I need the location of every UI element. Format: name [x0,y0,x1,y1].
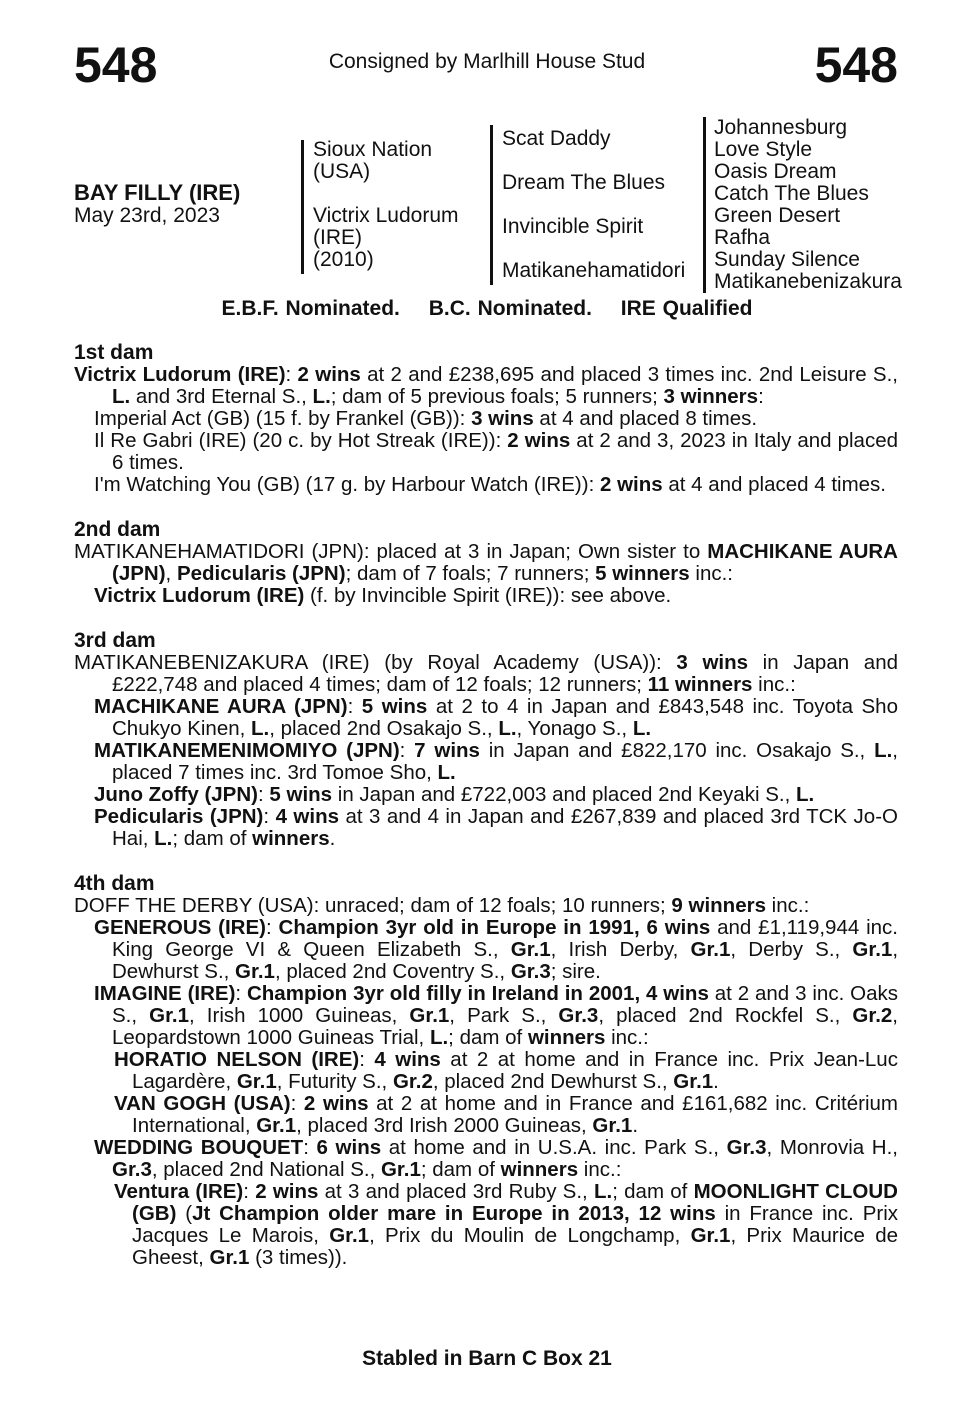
text-run: in Japan and £222,748 and placed 4 times; dam of 12 foals; 12 runners; [112,651,898,696]
progeny-entry [74,474,898,496]
text-run: ; sire. [550,960,601,983]
text-run: Champion 3yr old filly in Ireland in 2001, 4 wins [246,982,709,1005]
text-run: at 3 and 4 in Japan and £267,839 and placed 3rd TCK Jo-O Hai, [112,805,898,850]
text-run: Imperial Act (GB) (15 f. by Frankel (GB)): [94,407,472,430]
family-details [74,342,898,1269]
text-run: Gr.1 [235,960,275,983]
progeny-entry [74,1093,898,1137]
text-run: 11 winners [647,673,753,696]
text-run: WEDDING BOUQUET [94,1136,304,1159]
text-run: inc.: [752,673,796,696]
text-run: : [758,385,764,408]
text-run: Gr.1 [690,1224,731,1247]
text-run: Pedicularis (JPN) [176,562,346,585]
great-grandparent: Sunday Silence [714,248,860,271]
text-run: Gr.1 [256,1114,297,1137]
text-run: , Park S., [449,1004,559,1027]
progeny-entry [74,740,898,784]
text-run: MATIKANEHAMATIDORI (JPN): placed at 3 in Japan; Own sister to [74,540,708,563]
text-run: L. [437,761,456,784]
text-run: L. [154,827,173,850]
text-run: , Yonago S., [516,717,633,740]
lot-number-right: 548 [814,37,898,93]
dam-section [74,519,898,607]
text-run: . [329,827,336,850]
text-run: MACHIKANE AURA (JPN) [94,695,348,718]
grandparent: Scat Daddy [502,127,611,150]
text-run: : [258,783,270,806]
text-run: MATIKANEMENIMOMIYO (JPN) [94,739,400,762]
text-run: Gr.3 [726,1136,767,1159]
nomination: B.C. Nominated. [428,297,592,320]
text-run: ( [176,1202,193,1225]
text-run: in Japan and £822,170 inc. Osakajo S., [479,739,875,762]
text-run: 5 winners [595,562,690,585]
text-run: VAN GOGH (USA) [114,1092,291,1115]
dam-section [74,342,898,496]
text-run: L. [312,385,331,408]
grandparent: Invincible Spirit [502,215,644,238]
progeny-entry [74,541,898,585]
text-run: Gr.2 [392,1070,433,1093]
text-run: Gr.1 [592,1114,633,1137]
text-run: 5 wins [269,783,333,806]
text-run: at 2 at home and in France and £161,682 inc. Critérium International, [132,1092,898,1137]
progeny-entry [74,1137,898,1181]
text-run: 4 wins [275,805,339,828]
text-run: Gr.2 [852,1004,893,1027]
text-run: , Irish Derby, [550,938,691,961]
text-run: winners [527,1026,606,1049]
text-run: at 2 at home and in France inc. Prix Jean-Luc Lagardère, [132,1048,898,1093]
progeny-entry [74,983,898,1049]
text-run: Gr.3 [112,1158,152,1181]
text-run: and 3rd Eternal S., [130,385,313,408]
text-run: ; dam of 7 foals; 7 runners; [345,562,596,585]
text-run: MATIKANEBENIZAKURA (IRE) (by Royal Academy (USA)): [74,651,677,674]
text-run: inc.: [605,1026,649,1049]
text-run: Gr.1 [690,938,731,961]
text-run: 3 winners [663,385,759,408]
text-run: Jt Champion older mare in Europe in 2013, 12 wins [192,1202,716,1225]
progeny-entry [74,917,898,983]
text-run: at home and in U.S.A. inc. Park S., [381,1136,727,1159]
grandparent: Matikanehamatidori [502,259,686,282]
text-run: , placed 2nd Osakajo S., [269,717,499,740]
text-run: Juno Zoffy (JPN) [94,783,258,806]
text-run: , placed 2nd Rockfel S., [598,1004,853,1027]
text-run: at 2 and £238,695 and placed 3 times inc. 2nd Leisure S., [360,363,898,386]
text-run: ; dam of [172,827,253,850]
text-run: 2 wins [599,473,663,496]
text-run: Pedicularis (JPN) [94,805,264,828]
great-grandparent: Matikanebenizakura [714,270,902,293]
text-run: (f. by Invincible Spirit (IRE)): see above. [304,584,672,607]
text-run: Gr.1 [149,1004,190,1027]
text-run: at 3 and placed 3rd Ruby S., [318,1180,594,1203]
lot-number-left: 548 [74,37,158,93]
text-run: 3 wins [676,651,749,674]
horse-name: BAY FILLY (IRE) [74,180,241,205]
text-run: L. [632,717,652,740]
text-run: , [165,562,177,585]
text-run: , Prix Maurice de Gheest, [132,1224,898,1269]
text-run: L. [498,717,517,740]
dam-year: (2010) [313,248,374,271]
text-run: ; dam of 5 previous foals; 5 runners; [330,385,664,408]
text-run: Ventura (IRE) [114,1180,244,1203]
text-run: 9 winners [671,894,766,917]
text-run: L. [874,739,893,762]
pedigree-dam [313,205,459,271]
text-run: in France inc. Prix Jacques Le Marois, [132,1202,898,1247]
text-run: : [263,805,276,828]
dam-section [74,630,898,850]
text-run: : [359,1048,375,1071]
text-run: , Futurity S., [276,1070,393,1093]
pedigree-bracket-3 [703,117,706,293]
text-run: 5 wins [361,695,428,718]
text-run: : [347,695,362,718]
text-run: Gr.3 [510,960,551,983]
text-run: 2 wins [297,363,361,386]
pedigree-sire [313,139,432,183]
nomination: IRE Qualified [620,297,753,320]
progeny-entry [74,784,898,806]
text-run: Il Re Gabri (IRE) (20 c. by Hot Streak (IRE)): [94,429,508,452]
great-grandparent: Catch The Blues [714,182,869,205]
text-run: : [290,1092,304,1115]
text-run: L. [594,1180,613,1203]
text-run: MACHIKANE AURA (JPN) [112,540,898,585]
text-run: Gr.3 [558,1004,599,1027]
dam-section [74,873,898,1269]
progeny-entry [74,585,898,607]
nominations [0,297,974,321]
text-run: winners [500,1158,579,1181]
progeny-entry [74,408,898,430]
progeny-entry [74,806,898,850]
text-run: at 2 and 3 inc. Oaks S., [112,982,898,1027]
text-run: , placed 7 times inc. 3rd Tomoe Sho, [112,739,898,784]
text-run: and £1,119,944 inc. King George VI & Queen Elizabeth S., [112,916,898,961]
sire-country: (USA) [313,160,371,183]
text-run: Gr.1 [236,1070,277,1093]
text-run: Champion 3yr old in Europe in 1991, 6 wins [278,916,711,939]
text-run: Gr.1 [409,1004,450,1027]
progeny-entry [74,1049,898,1093]
text-run: : [266,916,279,939]
text-run: , placed 3rd Irish 2000 Guineas, [296,1114,593,1137]
section-heading: 2nd dam [74,518,161,541]
horse-header [74,181,240,227]
grandparent: Dream The Blues [502,171,666,194]
text-run: , Monrovia H., [766,1136,898,1159]
text-run: Gr.1 [329,1224,370,1247]
text-run: , Leopardstown 1000 Guineas Trial, [112,1004,898,1049]
text-run: DOFF THE DERBY (USA): unraced; dam of 12 foals; 10 runners; [74,894,672,917]
section-heading: 3rd dam [74,629,156,652]
text-run: . [632,1114,639,1137]
great-grandparents [714,117,902,293]
text-run: 2 wins [255,1180,319,1203]
sire-name: Sioux Nation [313,138,433,161]
text-run: . [713,1070,719,1093]
text-run: 7 wins [414,739,480,762]
text-run: 6 wins [316,1136,382,1159]
text-run: , Irish 1000 Guineas, [189,1004,410,1027]
text-run: , Dewhurst S., [112,938,899,983]
text-run: inc.: [578,1158,622,1181]
text-run: : [399,739,415,762]
dam-country: (IRE) [313,226,362,249]
text-run: MOONLIGHT CLOUD (GB) [132,1180,898,1225]
section-heading: 4th dam [74,872,155,895]
stabling-location: Stabled in Barn C Box 21 [362,1347,612,1370]
great-grandparent: Johannesburg [714,116,848,139]
nomination: E.B.F. Nominated. [221,297,400,320]
text-run: at 4 and placed 8 times. [533,407,758,430]
great-grandparent: Love Style [714,138,813,161]
text-run: GENEROUS (IRE) [94,916,266,939]
great-grandparent: Rafha [714,226,771,249]
text-run: ; dam of [448,1026,528,1049]
text-run: IMAGINE (IRE) [94,982,236,1005]
pedigree-bracket-2 [490,125,493,285]
text-run: winners [252,827,330,850]
text-run: Gr.1 [852,938,893,961]
text-run: 2 wins [303,1092,369,1115]
text-run: Gr.1 [510,938,551,961]
text-run: at 4 and placed 4 times. [662,473,886,496]
pedigree-bracket-1 [301,140,304,274]
text-run: : [285,363,298,386]
text-run: ; dam of [420,1158,501,1181]
dam-name: Victrix Ludorum [313,204,459,227]
text-run: : [303,1136,317,1159]
text-run: at 2 and 3, 2023 in Italy and placed 6 times. [112,429,898,474]
text-run: Victrix Ludorum (IRE) [74,363,286,386]
text-run: inc.: [689,562,733,585]
progeny-entry [74,895,898,917]
text-run: I'm Watching You (GB) (17 g. by Harbour Watch (IRE)): [94,473,600,496]
section-heading: 1st dam [74,341,154,364]
text-run: Victrix Ludorum (IRE) [94,584,305,607]
text-run: , Prix du Moulin de Longchamp, [369,1224,691,1247]
great-grandparent: Oasis Dream [714,160,837,183]
text-run: L. [795,783,815,806]
text-run: : [243,1180,256,1203]
text-run: (3 times)). [249,1246,348,1269]
text-run: L. [112,385,131,408]
text-run: HORATIO NELSON (IRE) [114,1048,360,1071]
progeny-entry [74,364,898,408]
text-run: 4 wins [374,1048,441,1071]
text-run: Gr.1 [673,1070,714,1093]
foaling-date: May 23rd, 2023 [74,204,220,227]
text-run: : [235,982,247,1005]
text-run: L. [429,1026,449,1049]
text-run: Gr.1 [209,1246,250,1269]
text-run: , placed 2nd Coventry S., [274,960,511,983]
text-run: Gr.1 [380,1158,421,1181]
text-run: 2 wins [507,429,571,452]
text-run: L. [251,717,270,740]
text-run: inc.: [765,894,810,917]
text-run: , placed 2nd National S., [151,1158,381,1181]
text-run: in Japan and £722,003 and placed 2nd Keyaki S., [332,783,796,806]
text-run: at 2 to 4 in Japan and £843,548 inc. Toyota Sho Chukyo Kinen, [112,695,898,740]
progeny-entry [74,430,898,474]
text-run: , placed 2nd Dewhurst S., [432,1070,674,1093]
text-run: 3 wins [471,407,534,430]
progeny-entry [74,652,898,696]
progeny-entry [74,1181,898,1269]
text-run: ; dam of [612,1180,694,1203]
consignor: Consigned by Marlhill House Stud [328,50,646,73]
text-run: , Derby S., [730,938,853,961]
great-grandparent: Green Desert [714,204,841,227]
progeny-entry [74,696,898,740]
